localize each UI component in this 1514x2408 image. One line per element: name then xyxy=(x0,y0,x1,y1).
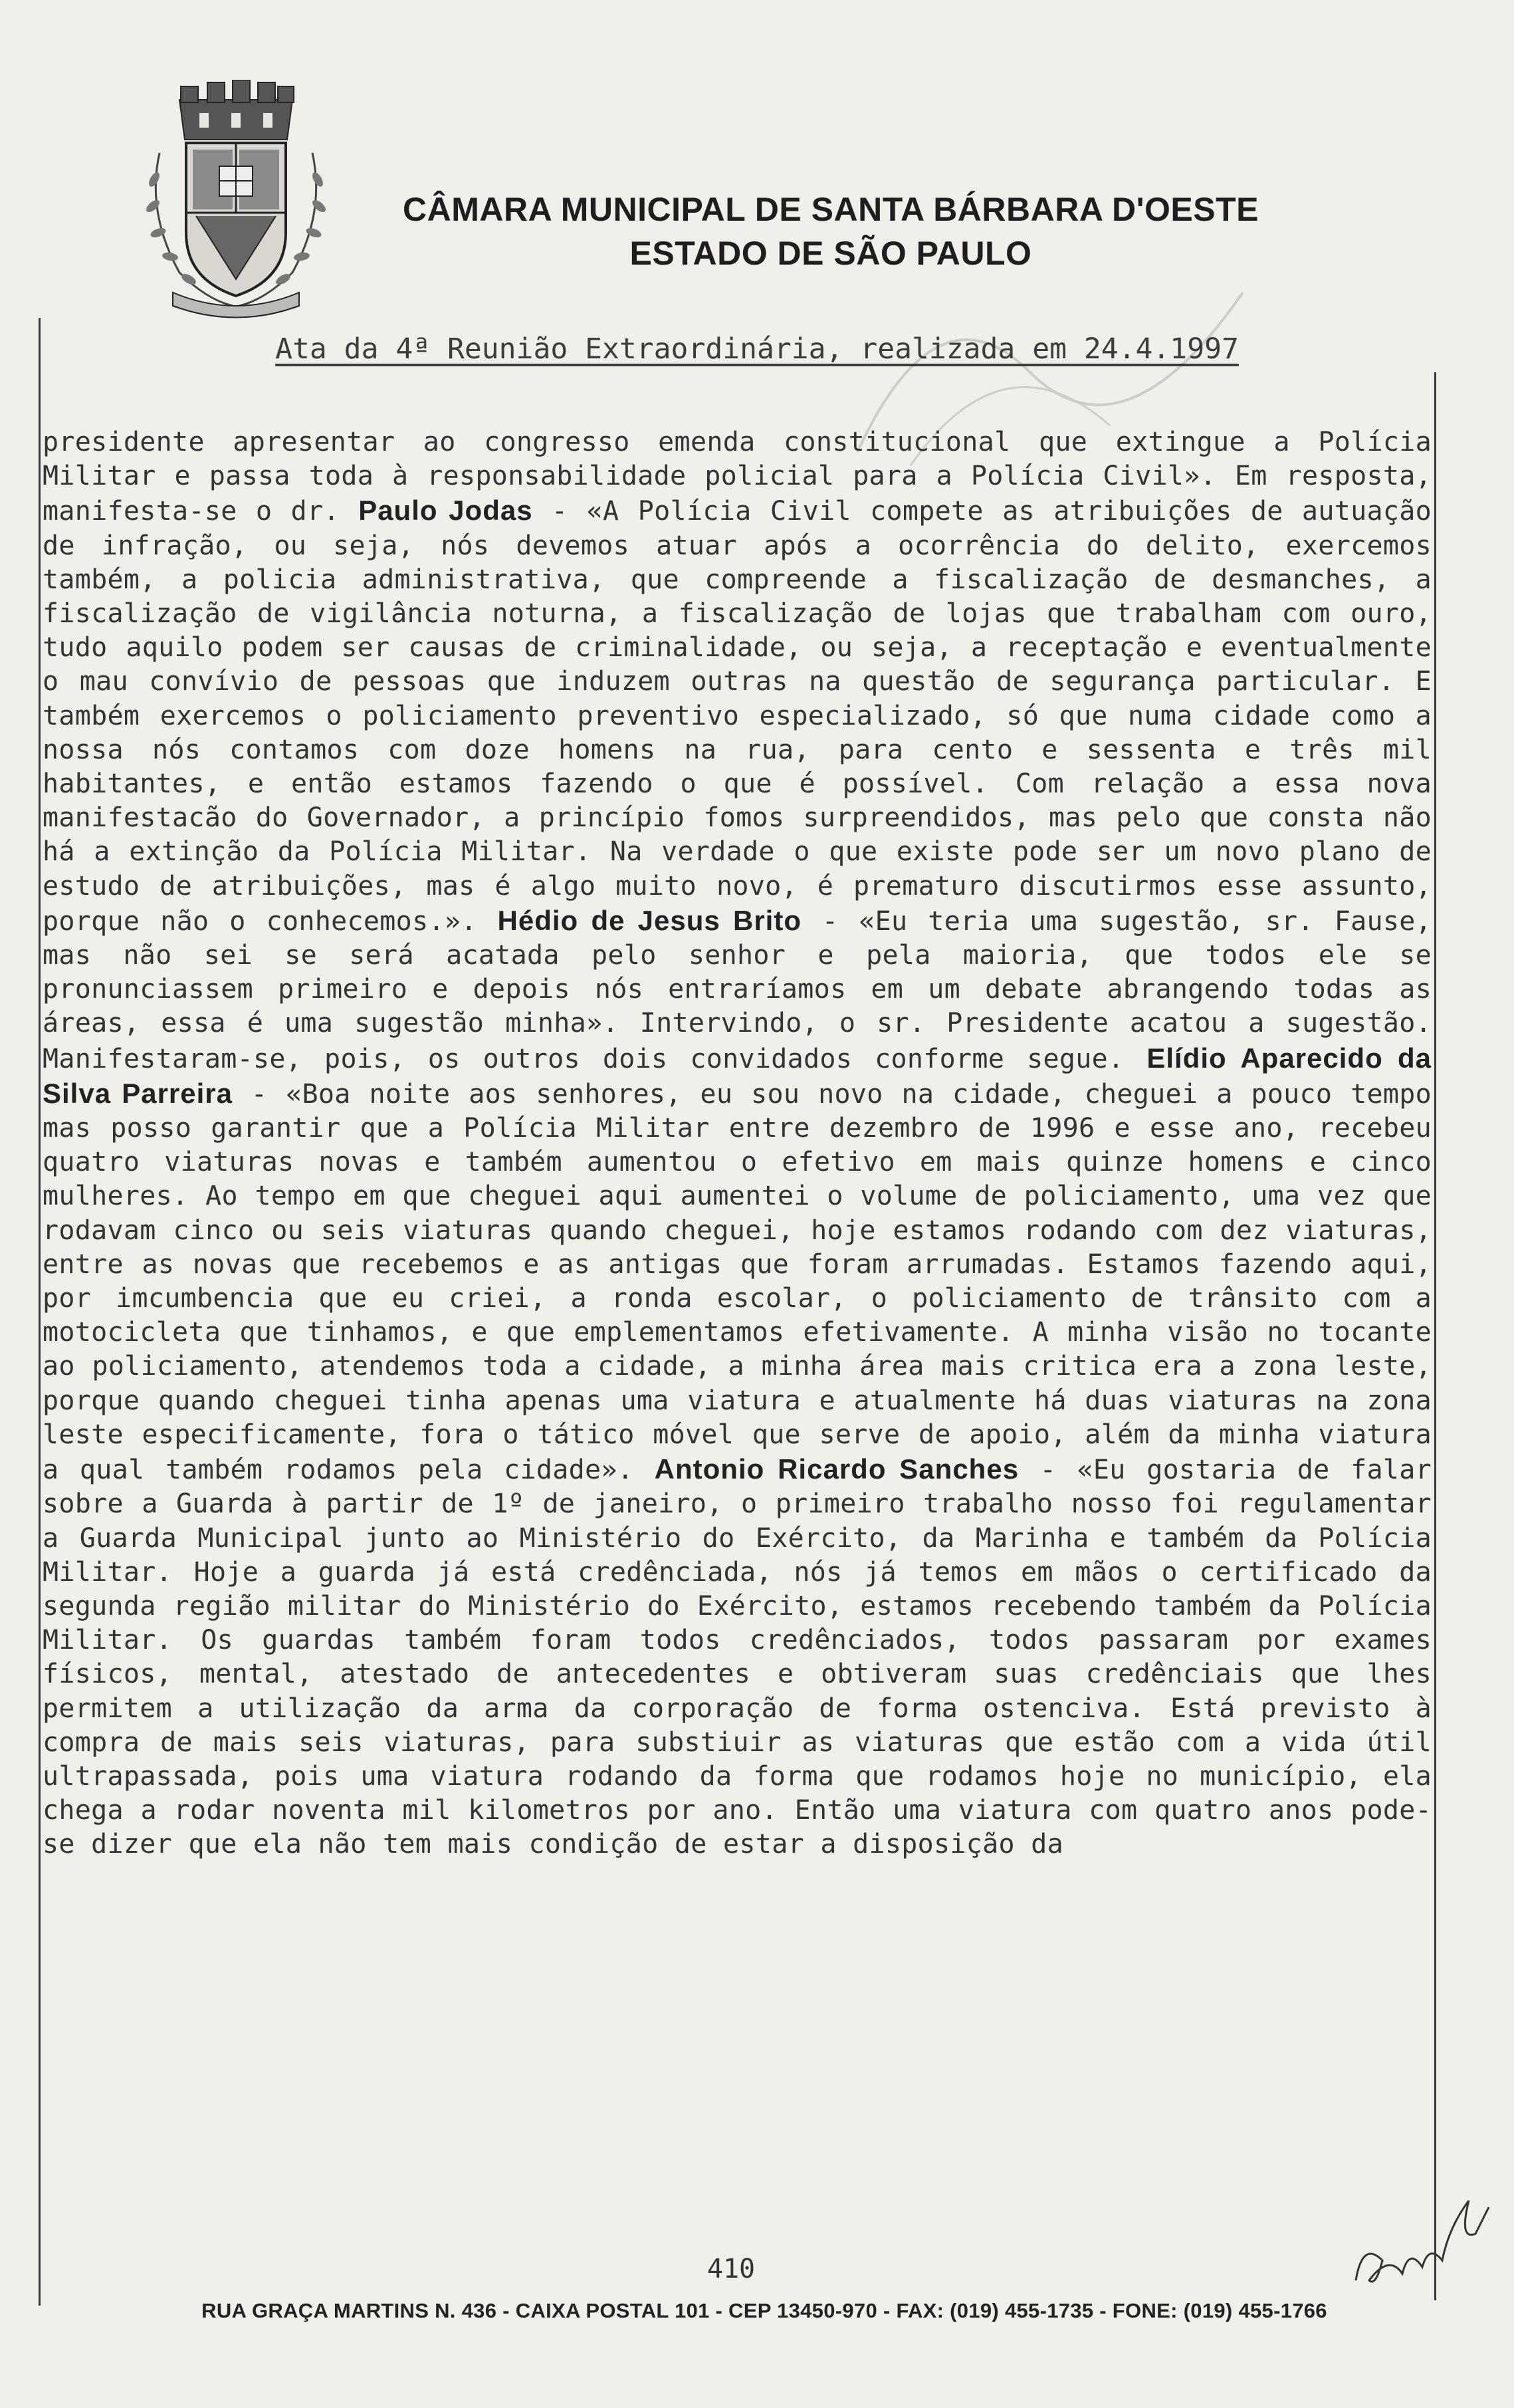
speaker-name: Hédio de Jesus Brito xyxy=(497,904,802,936)
body-paragraph: - «Eu teria uma sugestão, sr. Fause, mas não sei se será acatada pelo senhor e pela maioria, que todos ele se pronunciassem primeiro e depois nós entraríamos em um debate abrangendo todas as áreas, essa é uma sugestão minha». Intervindo, o sr. Presidente acatou a sugestão. Manifestaram-se, pois, os outros dois convidados conforme segue. xyxy=(43,905,1432,1074)
speaker-name: Paulo Jodas xyxy=(358,495,533,527)
speaker-name: Antonio Ricardo Sanches xyxy=(654,1453,1020,1485)
signature-initials xyxy=(1343,2181,1495,2307)
body-paragraph: - «Eu gostaria de falar sobre a Guarda à partir de 1º de janeiro, o primeiro trabalho nosso foi regulamentar a Guarda Municipal junto ao Ministério do Exército, da Marinha e também da Polícia Militar. Hoje a guarda já está credênciada, nós já temos em mãos o certificado da segunda região militar do Ministério do Exército, estamos recebendo também da Polícia Militar. Os guardas também foram todos credênciados, todos passaram por exames físicos, mental, atestado de antecedentes e obtiveram suas credênciais que lhes permitem a utilização da arma da corporação de forma ostenciva. Está previsto à compra de mais seis viaturas, para substiuir as viaturas que estão com a vida útil ultrapassada, pois uma viatura rodando da forma que rodamos hoje no município, ela chega a rodar noventa mil kilometros por ano. Então uma viatura com quatro anos pode-se dizer que ela não tem mais condição de estar a disposição da xyxy=(43,1455,1432,1860)
institution-name: CÂMARA MUNICIPAL DE SANTA BÁRBARA D'OESTE xyxy=(403,191,1259,228)
speaker-name: Elídio Aparecido da Silva Parreira xyxy=(43,1042,1432,1109)
state-name: ESTADO DE SÃO PAULO xyxy=(629,235,1032,272)
body-paragraph: - «Boa noite aos senhores, eu sou novo na cidade, cheguei a pouco tempo mas posso garantir que a Polícia Militar entre dezembro de 1996 e esse ano, recebeu quatro viaturas novas e também aumentou o efetivo em mais quinze homens e cinco mulheres. Ao tempo em que cheguei aqui aumentei o volume de policiamento, uma vez que rodavam cinco ou seis viaturas quando cheguei, hoje estamos rodando com dez viaturas, entre as novas que recebemos e as antigas que foram arrumadas. Estamos fazendo aqui, por imcumbencia que eu criei, a ronda escolar, o policiamento de trânsito com a motocicleta que tinhamos, e que emplementamos efetivamente. A minha visão no tocante ao policiamento, atendemos toda a cidade, a minha área mais critica era a zona leste, porque quando cheguei tinha apenas uma viatura e atualmente há duas viaturas na zona leste especificamente, fora o tático móvel que serve de apoio, além da minha viatura a qual também rodamos pela cidade». xyxy=(43,1078,1432,1486)
coat-of-arms-icon xyxy=(133,80,339,319)
body-paragraph: - «A Polícia Civil compete as atribuições de autuação de infração, ou seja, nós devemos atuar após a ocorrência do delito, exercemos também, a policia administrativa, que compreende a fiscalização de desmanches, a fiscalização de vigilância noturna, a fiscalização de lojas que trabalham com ouro, tudo aquilo podem ser causas de criminalidade, ou seja, a receptação e eventualmente o mau convívio de pessoas que induzem outras na questão de segurança particular. E também exercemos o policiamento preventivo especializado, só que numa cidade como a nossa nós contamos com doze homens na rua, para cento e sessenta e três mil habitantes, e então estamos fazendo o que é possível. Com relação a essa nova manifestacão do Governador, a princípio fomos surpreendidos, mas pelo que consta não há a extinção da Polícia Militar. Na verdade o que existe pode ser um novo plano de estudo de atribuições, mas é algo muito novo, é prematuro discutirmos esse assunto, porque não o conhecemos.». xyxy=(43,496,1432,937)
body-paragraph: presidente apresentar ao congresso emenda constitucional que extingue a Polícia Militar e passa toda à responsabilidade policial para a Polícia Civil». Em resposta, manifesta-se o dr. xyxy=(43,427,1432,527)
right-margin-line xyxy=(1434,372,1436,2300)
address-footer: RUA GRAÇA MARTINS N. 436 - CAIXA POSTAL 101 - CEP 13450-970 - FAX: (019) 455-1735 - FONE: (019) 455-1766 xyxy=(201,2299,1327,2322)
left-margin-line xyxy=(39,318,41,2306)
minutes-body xyxy=(43,425,1432,1862)
minutes-title: Ata da 4ª Reunião Extraordinária, realizada em 24.4.1997 xyxy=(275,332,1239,366)
page-number: 410 xyxy=(706,2254,756,2284)
